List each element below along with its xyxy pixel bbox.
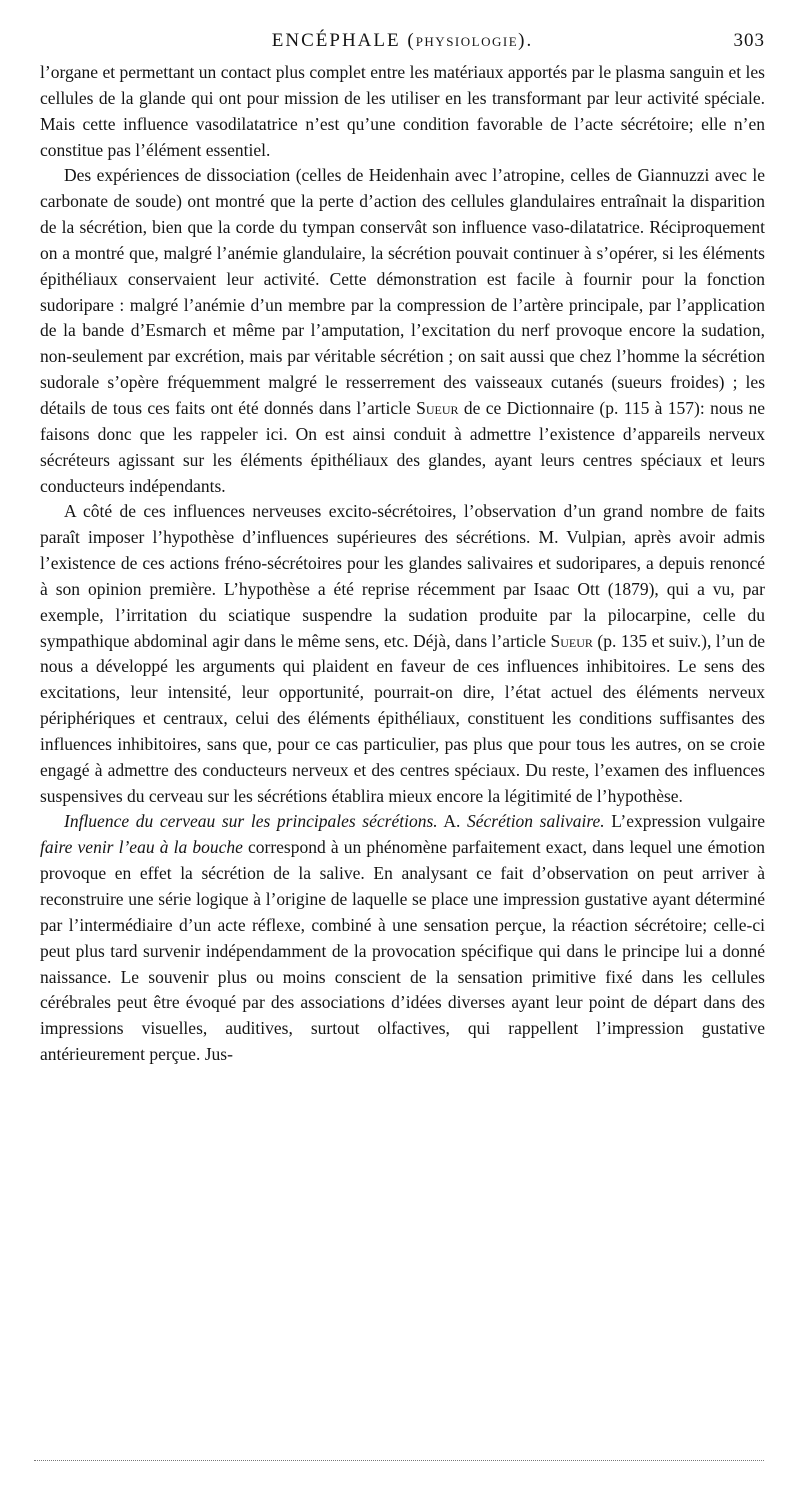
- article-reference: Sueur: [416, 397, 459, 418]
- running-title-paren-close: ).: [518, 30, 534, 51]
- paragraph-4: [40, 809, 765, 1067]
- section-label: A.: [443, 811, 461, 832]
- paragraph-2-text-a: Des expériences de dissociation (celles de Heidenhain avec l’atropine, celles de Giannuzzi avec le carbonate de soude) ont montré que la perte d’action des cellules glandulaires entraînait la disparition de la sécrétion, bien que la corde du tympan conservât son influence vaso-dilatatrice. Réciproquement on a montré que, malgré l’anémie glandulaire, la sécrétion pouvait continuer à s’opérer, si les éléments épithéliaux conservaient leur activité. Cette démonstration est facile à fournir pour la fonction sudoripare : malgré l’anémie d’un membre par la compression de l’artère principale, par l’application de la bande d’Esmarch et même par l’amputation, l’excitation du nerf provoque encore la sudation, non-seulement par excrétion, mais par véritable sécrétion ; on sait aussi que chez l’homme la sécrétion sudorale s’opère fréquemment malgré le resserrement des vaisseaux cutanés (sueurs froides) ; les détails de tous ces faits ont été donnés dans l’article: [40, 165, 765, 418]
- paragraph-2: [40, 163, 765, 499]
- running-header: [40, 30, 765, 56]
- running-title-paren-open: (: [400, 30, 416, 51]
- section-heading: Influence du cerveau sur les principales sécrétions.: [64, 811, 438, 832]
- page-number: 303: [733, 30, 765, 51]
- footer-dotted-rule: [34, 1460, 764, 1461]
- running-title-sub: PHYSIOLOGIE: [415, 34, 519, 49]
- running-title: [40, 30, 765, 52]
- paragraph-4-text-a: L’expression vulgaire: [604, 811, 766, 832]
- paragraph-1: l’organe et permettant un contact plus complet entre les matériaux apportés par le plasma sanguin et les cellules de la glande qui ont pour mission de les utiliser en les transformant par leur activité spéciale. Mais cette influence vasodilatatrice n’est qu’une condition favorable de l’acte sécrétoire; elle n’en constitue pas l’élément essentiel.: [40, 62, 765, 160]
- body-text: [40, 60, 765, 1068]
- paragraph-3-text-a: A côté de ces influences nerveuses excito-sécrétoires, l’observation d’un grand nombre de faits paraît imposer l’hypothèse d’influences supérieures des sécrétions. M. Vulpian, après avoir admis l’existence de ces actions fréno-sécrétoires pour les glandes salivaires et sudoripares, a depuis renoncé à son opinion première. L’hypothèse a été reprise récemment par Isaac Ott (1879), qui a vu, par exemple, l’irritation du sciatique suspendre la sudation produite par la pilocarpine, celle du sympathique abdominal agir dans le même sens, etc. Déjà, dans l’article: [40, 501, 765, 651]
- paragraph-4-text-b: correspond à un phénomène parfaitement exact, dans lequel une émotion provoque en effet la sécrétion de la salive. En analysant ce fait d’observation on peut arriver à reconstruire une série logique à l’origine de laquelle se place une impression gustative ayant déterminé par l’intermédiaire d’un acte réflexe, combiné à une sensation perçue, la réaction sécrétoire; celle-ci peut plus tard survenir indépendamment de la provocation spécifique qui dans le principe lui a donné naissance. Le souvenir plus ou moins conscient de la sensation primitive fixé dans les cellules cérébrales peut être évoqué par des associations d’idées diverses ayant leur point de départ dans des impressions visuelles, auditives, surtout olfactives, qui rappellent l’impression gustative antérieurement perçue. Jus-: [40, 837, 765, 1065]
- paragraph-3: [40, 499, 765, 809]
- paragraph-3-text-b: (p. 135 et suiv.), l’un de nous a développé les arguments qui plaident en faveur de ces influences inhibitoires. Le sens des excitations, leur intensité, leur opportunité, pourrait-on dire, l’état actuel des éléments nerveux périphériques et centraux, celui des éléments épithéliaux, constituent les conditions suffisantes des influences inhibitoires, sans que, pour ce cas particulier, pas plus que pour tous les autres, on se croie engagé à admettre des conducteurs nerveux et des centres spéciaux. Du reste, l’examen des influences suspensives du cerveau sur les sécrétions établira mieux encore la légitimité de l’hypothèse.: [40, 630, 765, 806]
- paragraph-2-text-b: de ce Dictionnaire (p. 115 à 157): nous ne faisons donc que les rappeler ici. On est ainsi conduit à admettre l’existence d’appareils nerveux sécréteurs agissant sur les éléments épithéliaux des glandes, ayant leurs centres spéciaux et leurs conducteurs indépendants.: [40, 397, 765, 496]
- quoted-expression: faire venir l’eau à la bouche: [40, 837, 243, 858]
- running-title-main: ENCÉPHALE: [271, 30, 401, 51]
- subsection-heading: Sécrétion salivaire.: [466, 811, 605, 832]
- article-reference: Sueur: [550, 630, 593, 651]
